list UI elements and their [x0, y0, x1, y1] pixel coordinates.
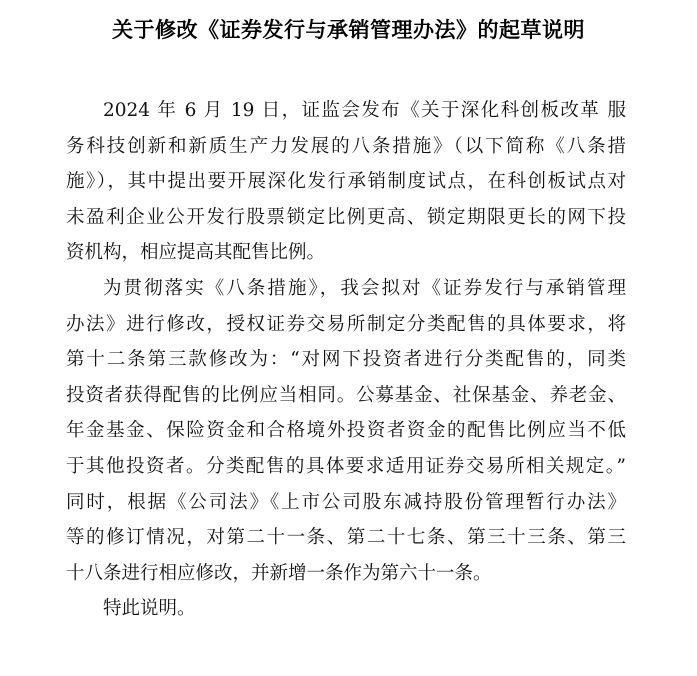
paragraph-2-line-9: 十八条进行相应修改，并新增一条作为第六十一条。 [66, 562, 492, 584]
paragraph-2-line-2: 办法》进行修改，授权证券交易所制定分类配售的具体要求，将 [66, 313, 626, 335]
paragraph-3-line-1: 特此说明。 [103, 598, 196, 620]
paragraph-2-line-1: 为贯彻落实《八条措施》，我会拟对《证券发行与承销管理 [103, 277, 626, 299]
paragraph-1-line-1: 2024 年 6 月 19 日，证监会发布《关于深化科创板改革 服 [103, 100, 626, 121]
paragraph-2-line-8: 等的修订情况，对第二十一条、第二十七条、第三十三条、第三 [66, 527, 626, 549]
paragraph-1-line-3: 施》），其中提出要开展深化发行承销制度试点，在科创板试点对 [66, 171, 626, 193]
paragraph-2-line-3: 第十二条第三款修改为：“对网下投资者进行分类配售的，同类 [66, 349, 626, 371]
paragraph-2-line-6: 于其他投资者。分类配售的具体要求适用证券交易所相关规定。” [66, 455, 626, 477]
document-body [66, 93, 626, 627]
paragraph-2-line-4: 投资者获得配售的比例应当相同。公募基金、社保基金、养老金、 [66, 384, 626, 406]
paragraph-1-line-4: 未盈利企业公开发行股票锁定比例更高、锁定期限更长的网下投 [66, 206, 626, 228]
paragraph-2-line-5: 年金基金、保险资金和合格境外投资者资金的配售比例应当不低 [66, 420, 626, 442]
paragraph-1-line-2: 务科技创新和新质生产力发展的八条措施》（以下简称《八条措 [66, 135, 626, 157]
document-title: 关于修改《证券发行与承销管理办法》的起草说明 [112, 18, 585, 42]
paragraph-2-line-7: 同时，根据《公司法》《上市公司股东减持股份管理暂行办法》 [66, 491, 626, 513]
paragraph-1-line-5: 资机构，相应提高其配售比例。 [66, 242, 326, 264]
